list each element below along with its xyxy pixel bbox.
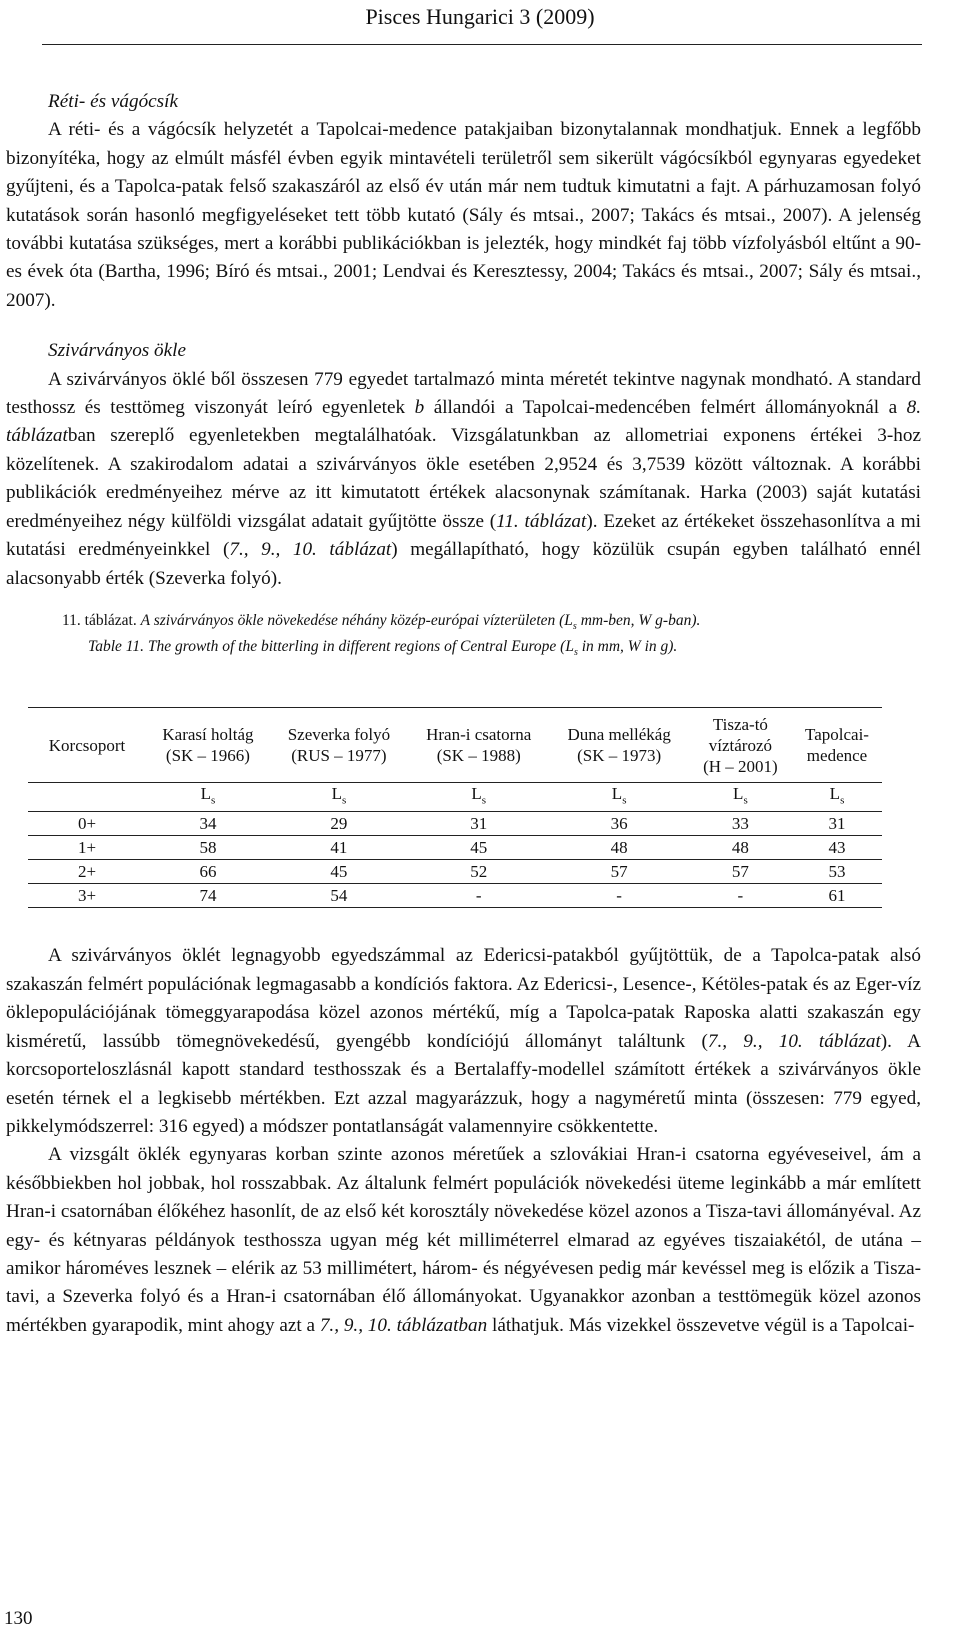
unit-cell: $L_s$ [408,783,550,812]
table-reference: 7., 9., 10. táblázat [707,1030,881,1052]
header-cell-col2: Szeverka folyó (RUS – 1977) [270,708,408,783]
value-cell: 45 [270,860,408,884]
value-cell: 45 [408,836,550,860]
table-reference: 11. táblázat [496,510,587,532]
unit-cell: $L_s$ [270,783,408,812]
value-cell: 48 [689,836,792,860]
value-cell: 43 [792,836,882,860]
caption-text: in mm, W in g). [577,638,678,655]
value-cell: 31 [408,812,550,836]
caption-sub: s [572,621,577,632]
text-run: láthatjuk. Más vizekkel összevetve végül is a Tapolcai- [487,1314,915,1336]
value-cell: 74 [146,884,270,908]
value-cell: 54 [270,884,408,908]
table-reference: 8. táblázat [6,397,922,447]
age-cell: 0+ [28,812,146,836]
paragraph-reti: A réti- és a vágócsík helyzetét a Tapolcai-medence patakjaiban bizonytalannak mondhatjuk. Ennek a legfőbb bizonyítéka, hogy az elmúlt másfél évben egyik mintavételi területről sem sikerült vágócsíkból egynyaras egyedeket gyűjteni, és a Tapolca-patak felső szakaszáról az első év után már nem tudtuk kimutatni a fajt. A párhuzamosan folyó kutatások során hasonló megfigyeléseket tett több kutató (Sály és mtsai., 2007; Takács és mtsai., 2007). A jelenség további kutatása szükséges, mert a korábbi publikációkban is jelezték, hogy mindkét faj több vízfolyásból eltűnt a 90-es évek óta (Bartha, 1996; Bíró és mtsai., 2001; Lendvai és Keresztessy, 2004; Takács és mtsai., 2007; Sály és mtsai., 2007). [6,119,921,311]
paragraph-after-1 [6,942,921,1141]
unit-cell: $L_s$ [689,783,792,812]
value-cell: 66 [146,860,270,884]
text-run: ). Ezeket az értékeket összehasonlítva a mi kutatási eredményeinkkel ( [6,510,921,561]
text-run: A vizsgált öklék egynyaras korban szinte azonos méretűek a szlovákiai Hran-i csatorna egyéveseivel, ám a későbbiekben hol jobbak, hol rosszabbak. Az általunk felmért populációk növekedési üteme leginkább a már említett Hran-i csatornában élőkéhez hasonlít, de az első két korosztály növekedése közel azonos a Tisza-tavi állományéval. Az egy- és kétnyaras példányok testhossza ugyan még két milliméterrel elmarad az egyéves tiszaiakétól, de utána – amikor hároméves lesznek – elérik az 53 millimétert, három- és négyévesen pedig már kevéssel meg is előzik a Tisza-tavi, a Szeverka folyó és a Hran-i csatornában élő állományokat. Ugyanakkor azonban a testtömegük közel azonos mértékben gyarapodik, mint ahogy azt a [6,1144,921,1336]
table-reference: 7., 9., 10. táblázat [229,539,392,561]
growth-table [28,707,882,908]
paragraph-okle [6,366,921,593]
table-unit-row [28,783,882,812]
value-cell: 33 [689,812,792,836]
section-heading-okle: Szivárványos ökle [48,340,187,362]
value-cell: - [408,884,550,908]
table-row [28,812,882,836]
table-row [28,860,882,884]
table-reference: 7., 9., 10. táblázatban [319,1314,488,1336]
text-run: ) megállapítható, hogy közülük csupán egyben található ennél alacsonyabb érték (Szeverka folyó). [6,539,921,589]
value-cell: 34 [146,812,270,836]
caption-sub: s [573,647,578,659]
table-header-row [28,708,882,783]
header-cell-col1: Karasí holtág (SK – 1966) [146,708,270,783]
header-cell-col4: Duna mellékág (SK – 1973) [550,708,689,783]
table-caption-en [6,637,921,663]
caption-number: 11. táblázat. [62,611,141,629]
value-cell: - [550,884,689,908]
text-run-italic: b [414,397,425,419]
value-cell: 53 [792,860,882,884]
value-cell: 61 [792,884,882,908]
caption-text: The growth of the bitterling in different regions of Central Europe (L [147,638,574,655]
text-run: ). A korcsoporteloszlásnál kapott standard testhosszak és a Bertalaffy-modellel számított értékek a szivárványos ökle esetén térnek el a legkisebb mértékben. Ezt azzal magyarázzuk, hogy a nagyméretű minta (összesen: 779 egyed, pikkelymódszerrel: 316 egyed) a módszer pontatlanságát valamennyire csökkentette. [6,1030,921,1137]
paragraph-after-2 [6,1141,921,1340]
header-cell-korcsoport: Korcsoport [28,708,146,783]
header-cell-col6: Tapolcai- medence [792,708,882,783]
header-rule [42,44,922,45]
value-cell: 52 [408,860,550,884]
header-cell-col5: Tisza-tó víztározó (H – 2001) [689,708,792,783]
text-run: állandói a Tapolcai-medencében felmért állományoknál a [424,397,907,419]
value-cell: 57 [689,860,792,884]
value-cell: 36 [550,812,689,836]
text-run: A szivárványos öklét legnagyobb egyedszámmal az Edericsi-patakból gyűjtöttük, de a Tapolca-patak alsó szakaszán felmért populációnak legmagasabb a kondíciós faktora. Az Edericsi-, Lesence-, Kétöles-patak és az Eger-víz öklepopulációjának tömeggyarapodása közel azonos mértékű, míg a Tapolca-patak Raposka alatti szakaszán egy kisméretű, lassúbb tömegnövekedésű, gyengébb kondíciójú állományt találtunk ( [6,945,921,1052]
value-cell: 58 [146,836,270,860]
value-cell: 29 [270,812,408,836]
table-row [28,836,882,860]
value-cell: - [689,884,792,908]
section-heading-reti: Réti- és vágócsík [48,91,178,112]
text-run: A szivárványos öklé ből összesen 779 egyedet tartalmazó minta méretét tekintve nagynak mondható. A standard testhossz és testtömeg viszonyát leíró egyenletek [6,368,921,419]
value-cell: 57 [550,860,689,884]
main-content [6,88,921,1340]
caption-text: mm-ben, W g-ban). [576,611,701,629]
caption-number: Table 11. [88,638,148,655]
running-header: Pisces Hungarici 3 (2009) [365,4,595,29]
header-cell-col3: Hran-i csatorna (SK – 1988) [408,708,550,783]
page-number: 130 [4,1608,33,1629]
value-cell: 31 [792,812,882,836]
unit-cell: $L_s$ [792,783,882,812]
text-run: ban szereplő egyenletekben megtalálhatóak. Vizsgálatunkban az allometriai exponens értékei 3-hoz közelítenek. A szakirodalom adatai a szivárványos ökle esetében 2,9524 és 3,7539 között változnak. A korábbi publikációk eredményeihez mérve az itt kimutatott értékek alacsonynak számítanak. Harka (2003) saját kutatási eredményeihez négy külföldi vizsgálat adatait gyűjtötte össze ( [6,425,921,532]
value-cell: 41 [270,836,408,860]
age-cell: 2+ [28,860,146,884]
value-cell: 48 [550,836,689,860]
table-row [28,884,882,908]
table-caption-hu [6,611,921,637]
unit-cell: $L_s$ [146,783,270,812]
age-cell: 1+ [28,836,146,860]
unit-cell: $L_s$ [550,783,689,812]
age-cell: 3+ [28,884,146,908]
caption-text: A szivárványos ökle növekedése néhány közép-európai vízterületen (L [140,611,573,629]
